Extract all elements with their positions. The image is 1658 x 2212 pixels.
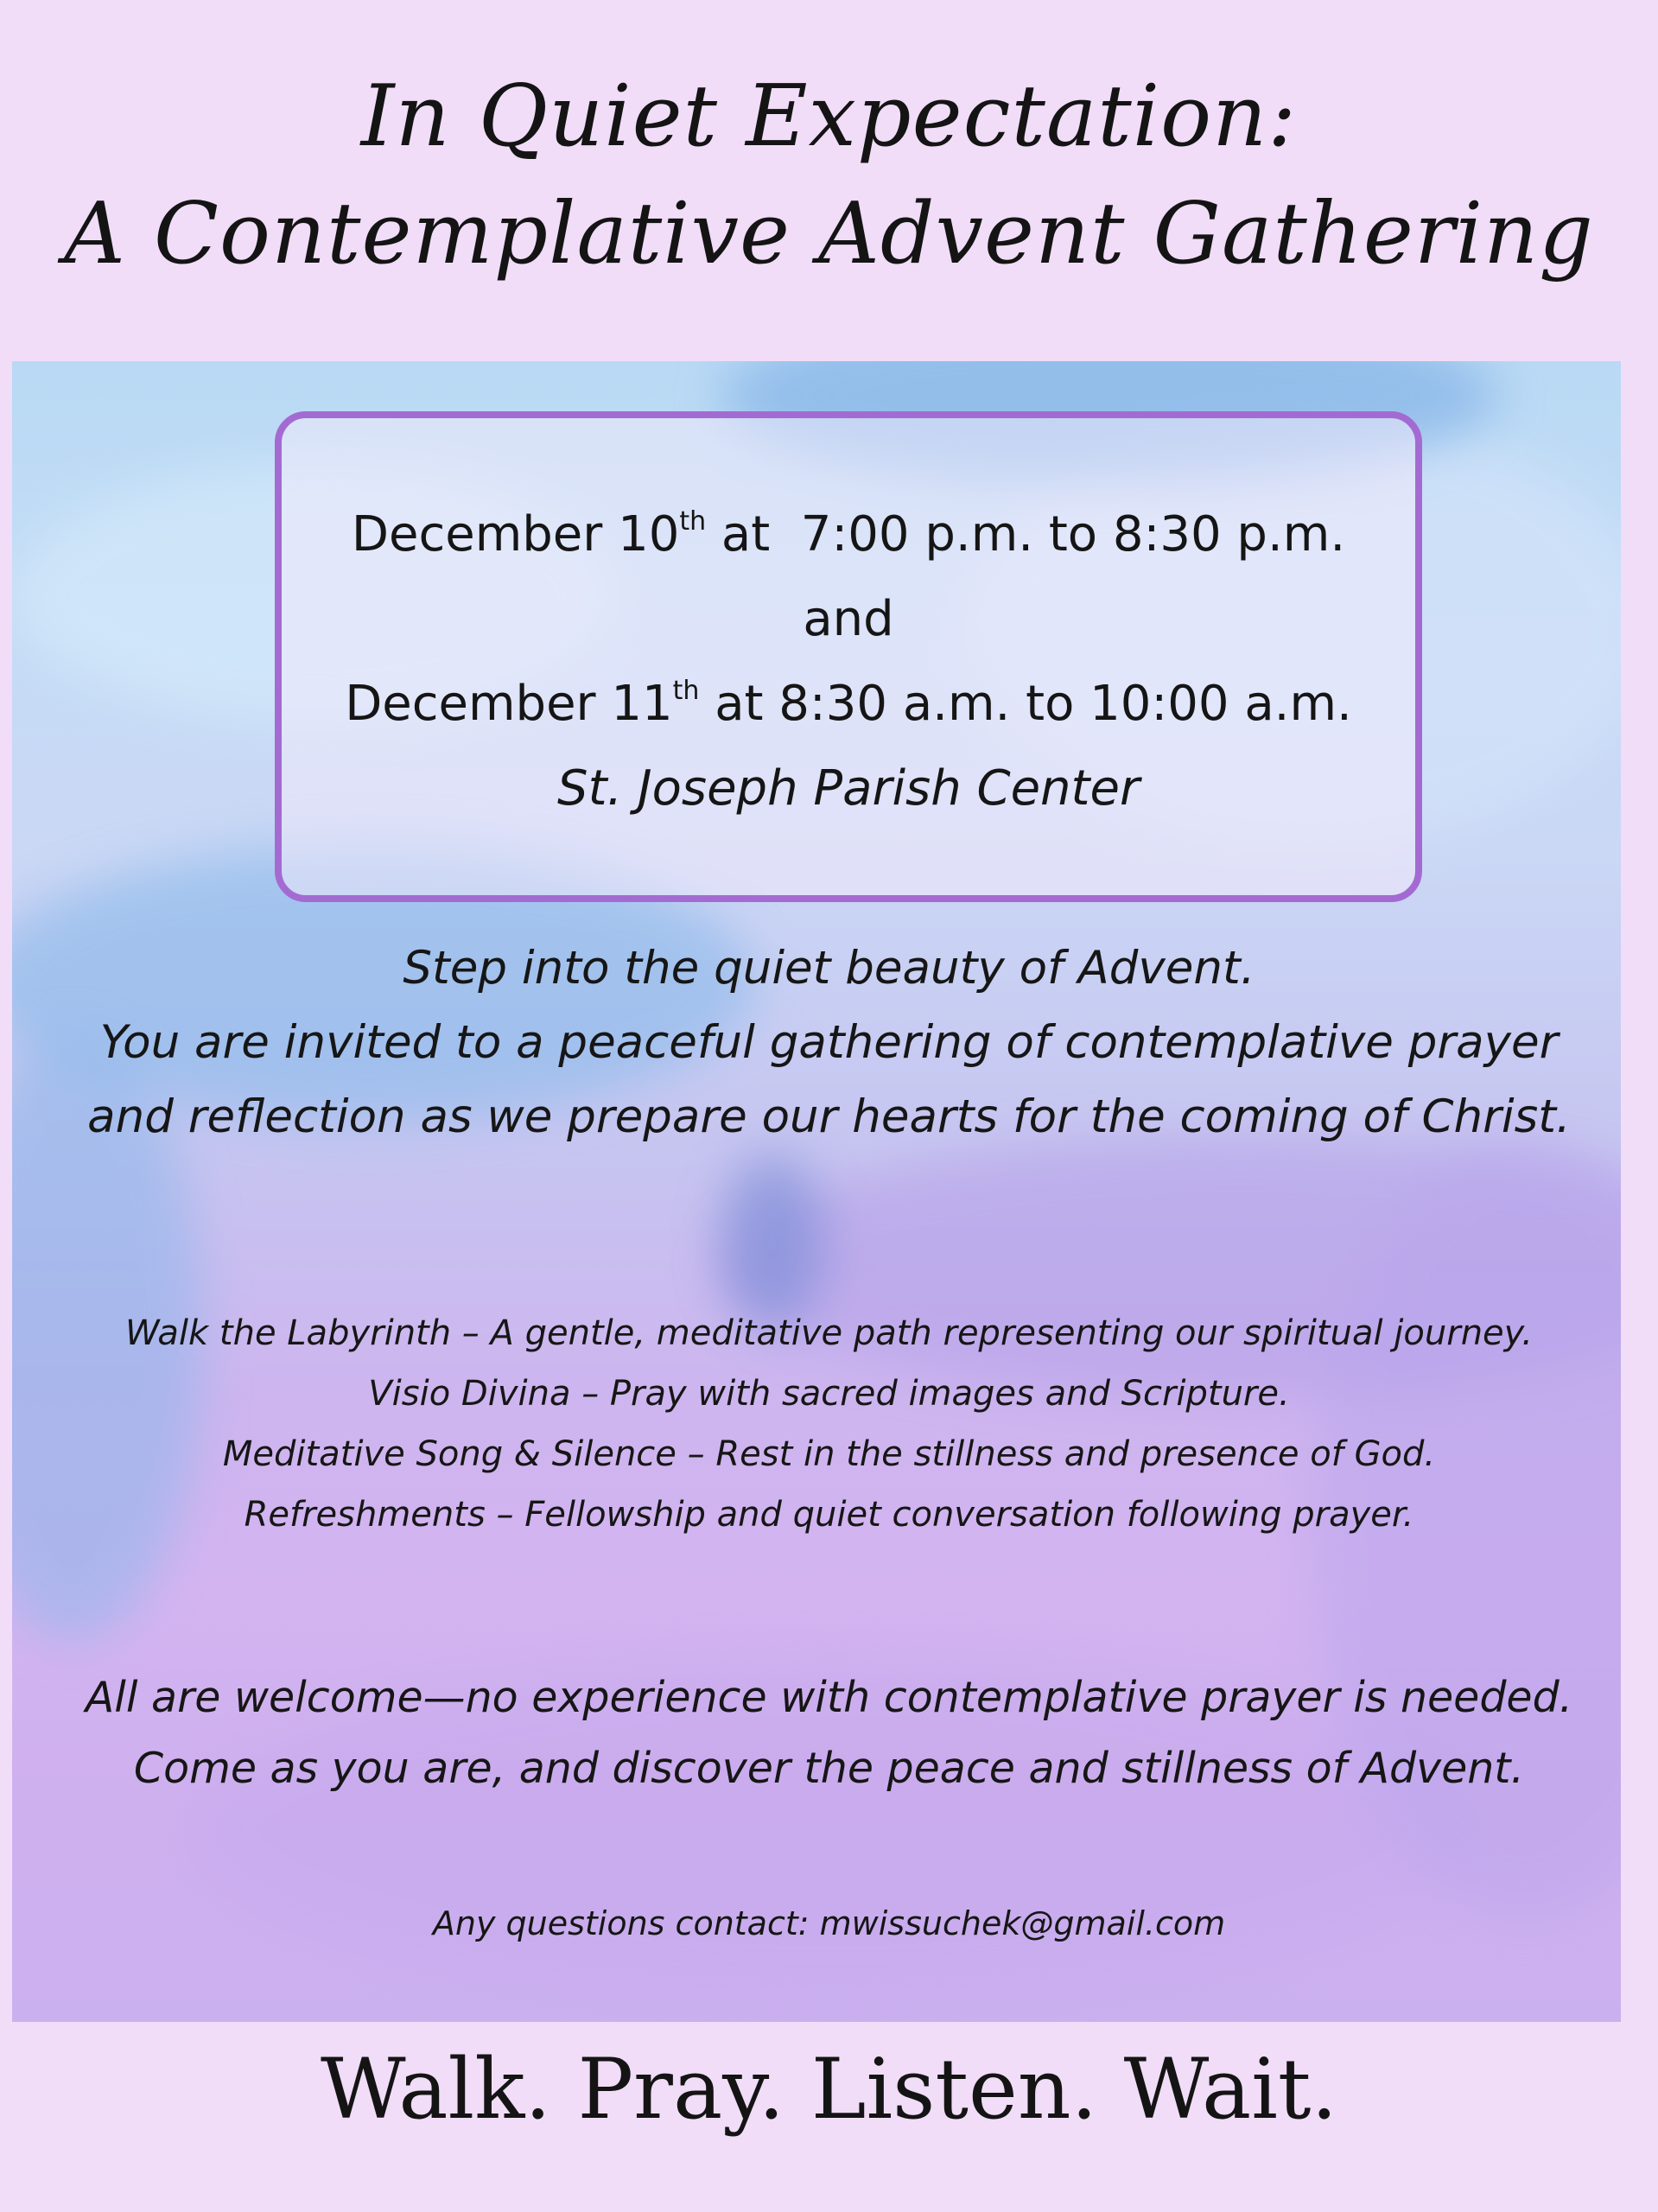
date-2-time: at 8:30 a.m. to 10:00 a.m. xyxy=(699,676,1352,732)
date-2-ordinal: th xyxy=(672,676,700,706)
activity-item: Refreshments – Fellowship and quiet conversation following prayer. xyxy=(244,1495,1414,1535)
invitation-line-3: and reflection as we prepare our hearts for the coming of Christ. xyxy=(87,1090,1571,1143)
invitation-line-1: Step into the quiet beauty of Advent. xyxy=(403,942,1255,995)
schedule-box xyxy=(275,411,1422,902)
title-line-2: A Contemplative Advent Gathering xyxy=(64,185,1594,283)
activity-item: Visio Divina – Pray with sacred images and Scripture. xyxy=(368,1374,1290,1414)
welcome-line-2: Come as you are, and discover the peace and stillness of Advent. xyxy=(133,1744,1525,1793)
tagline: Walk. Pray. Listen. Wait. xyxy=(320,2041,1338,2138)
title-line-1: In Quiet Expectation: xyxy=(360,67,1298,166)
schedule-connector: and xyxy=(803,591,894,647)
activity-item: Meditative Song & Silence – Rest in the stillness and presence of God. xyxy=(222,1434,1436,1474)
flyer-title xyxy=(0,60,1658,290)
date-1-day: December 10 xyxy=(351,506,680,563)
activities-list xyxy=(0,1303,1658,1545)
activity-item: Walk the Labyrinth – A gentle, meditative path representing our spiritual journey. xyxy=(125,1313,1533,1353)
schedule-date-2 xyxy=(282,662,1415,747)
date-1-ordinal: th xyxy=(679,506,707,537)
invitation-line-2: You are invited to a peaceful gathering of contemplative prayer xyxy=(99,1016,1559,1069)
welcome-line-1: All are welcome—no experience with contemplative prayer is needed. xyxy=(85,1673,1573,1722)
date-1-time: at 7:00 p.m. to 8:30 p.m. xyxy=(706,506,1346,563)
schedule-date-1 xyxy=(282,493,1415,577)
schedule-text xyxy=(282,493,1415,831)
welcome-text xyxy=(0,1662,1658,1804)
date-2-day: December 11 xyxy=(345,676,673,732)
schedule-location: St. Joseph Parish Center xyxy=(557,760,1140,817)
contact-line: Any questions contact: mwissuchek@gmail.com xyxy=(432,1904,1226,1942)
invitation-text xyxy=(0,931,1658,1154)
